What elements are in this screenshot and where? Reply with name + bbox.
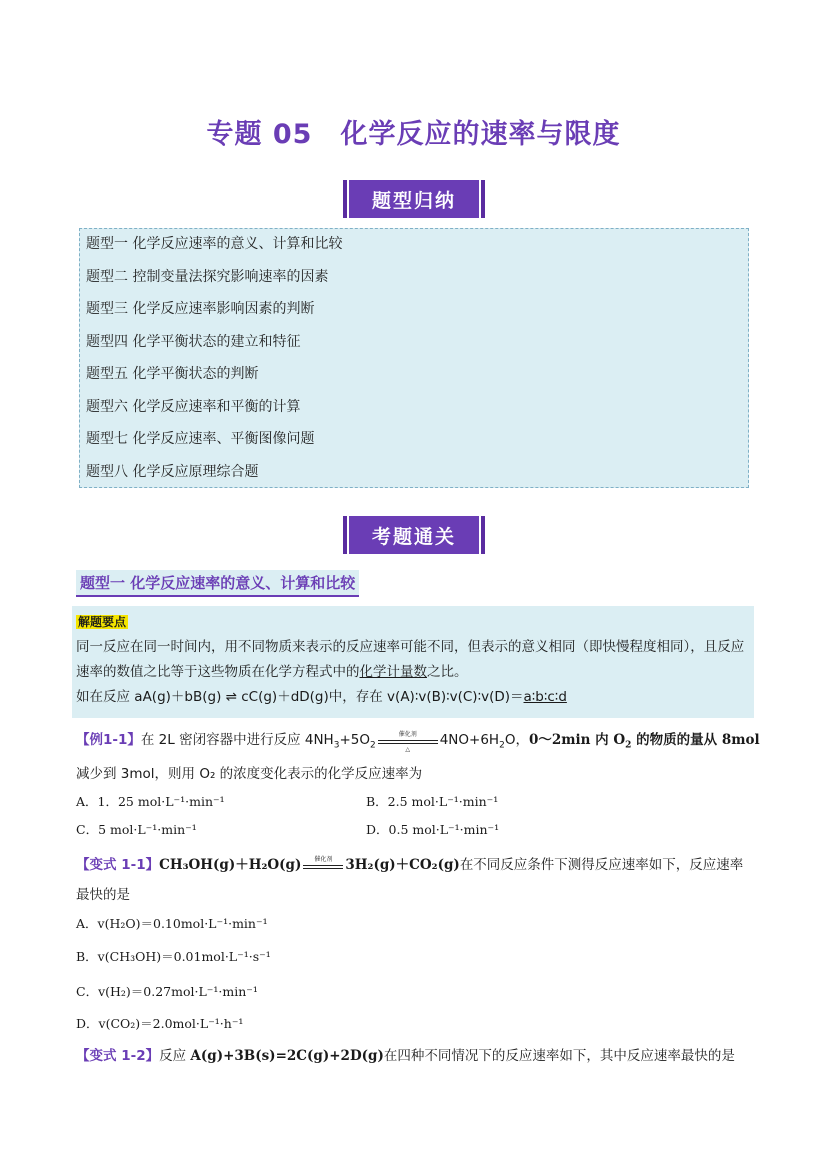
variant-1-1: 【变式 1-1】CH₃OH(g)＋H₂O(g) 催化剂 3H₂(g)＋CO₂(g)在不同反应条件下测得反应速率如下，反应速率: [76, 856, 744, 873]
toc-item[interactable]: 题型四 化学平衡状态的建立和特征: [86, 333, 301, 350]
section-heading: 题型一 化学反应速率的意义、计算和比较: [76, 570, 359, 597]
banner-label: 考题通关: [349, 516, 479, 554]
reaction-arrow: 催化剂 △: [378, 733, 438, 747]
option-d[interactable]: D．0.5 mol·L⁻¹·min⁻¹: [366, 822, 500, 837]
variant-1-2: 【变式 1-2】反应 A(g)+3B(s)=2C(g)+2D(g)在四种不同情况下的反应速率如下，其中反应速率最快的是: [76, 1048, 735, 1064]
section-banner-summary: [341, 180, 487, 218]
variant-1-1-line2: 最快的是: [76, 887, 130, 903]
option-c[interactable]: C．5 mol·L⁻¹·min⁻¹: [76, 822, 197, 837]
banner-bar: [343, 516, 347, 554]
example-1-1: 【例1-1】在 2L 密闭容器中进行反应 $4NH_3+5O_2$ 催化剂 △ $4NO+6H_2O$，0～2min 内 $O_2$ 的物质的量从 8mol: [76, 731, 760, 753]
toc-item[interactable]: 题型三 化学反应速率影响因素的判断: [86, 301, 315, 317]
section-banner-exercises: [341, 516, 487, 554]
example-1-1-line2: 减少到 3mol，则用 O₂ 的浓度变化表示的化学反应速率为: [76, 766, 423, 782]
option-b[interactable]: B．2.5 mol·L⁻¹·min⁻¹: [366, 794, 499, 809]
tips-label: 解题要点: [78, 615, 127, 629]
toc-item[interactable]: 题型二 控制变量法探究影响速率的因素: [86, 268, 329, 285]
toc-item[interactable]: 题型八 化学反应原理综合题: [86, 463, 259, 480]
option-c[interactable]: C．v(H₂)＝0.27mol·L⁻¹·min⁻¹: [76, 984, 258, 999]
topic-list: [79, 228, 749, 488]
toc-item[interactable]: 题型六 化学反应速率和平衡的计算: [86, 398, 301, 415]
toc-item[interactable]: 题型五 化学平衡状态的判断: [86, 366, 259, 382]
tips-paragraph: 同一反应在同一时间内，用不同物质来表示的反应速率可能不同，但表示的意义相同（即快慢程度相同），且反应速率的数值之比等于这些物质在化学方程式中的化学计量数之比。: [76, 639, 745, 680]
banner-bar: [481, 180, 485, 218]
banner-bar: [343, 180, 347, 218]
reaction-arrow: 催化剂: [303, 858, 343, 872]
banner-bar: [481, 516, 485, 554]
tips-box: [72, 606, 754, 718]
page-title: 专题 05 化学反应的速率与限度: [206, 119, 621, 150]
option-a[interactable]: A．1．25 mol·L⁻¹·min⁻¹: [76, 794, 225, 809]
tips-equation: 如在反应 aA(g)＋bB(g) ⇌ cC(g)＋dD(g)中，存在 v(A)∶v(B)∶v(C)∶v(D)＝a∶b∶c∶d: [76, 689, 567, 705]
option-a[interactable]: A．v(H₂O)＝0.10mol·L⁻¹·min⁻¹: [76, 916, 268, 931]
toc-item[interactable]: 题型一 化学反应速率的意义、计算和比较: [86, 236, 343, 252]
option-d[interactable]: D．v(CO₂)＝2.0mol·L⁻¹·h⁻¹: [76, 1016, 244, 1031]
option-b[interactable]: B．v(CH₃OH)＝0.01mol·L⁻¹·s⁻¹: [76, 949, 271, 964]
toc-item[interactable]: 题型七 化学反应速率、平衡图像问题: [86, 431, 315, 447]
banner-label: 题型归纳: [349, 180, 479, 218]
